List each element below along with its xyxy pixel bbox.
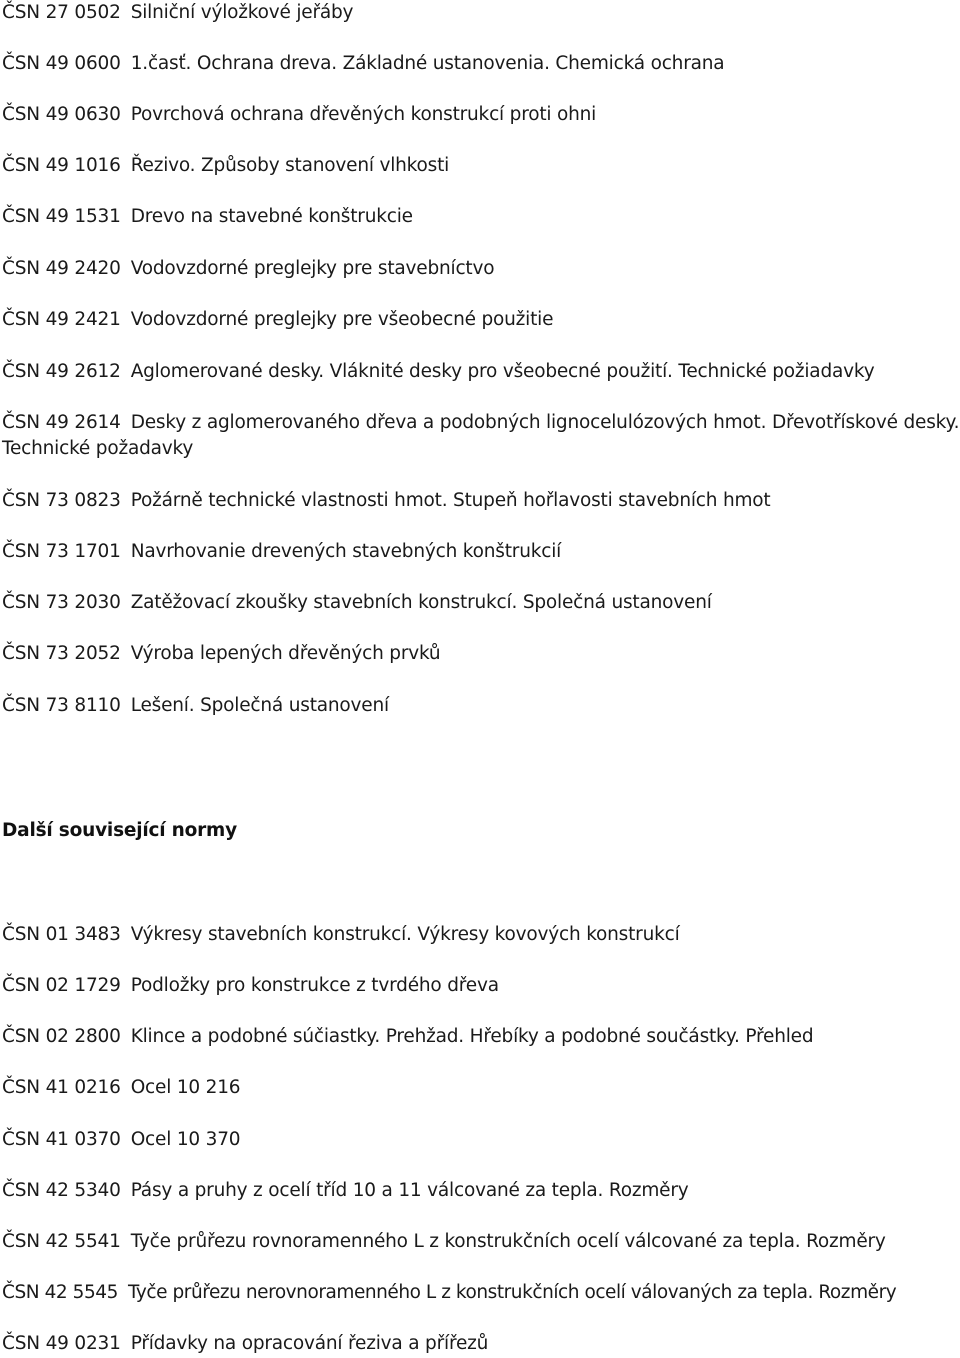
standard-code: ČSN 41 0216 — [2, 1077, 121, 1098]
standard-title: Ocel 10 370 — [130, 1129, 241, 1150]
standard-code: ČSN 49 1531 — [2, 206, 121, 227]
list-item — [2, 307, 960, 333]
standard-code: ČSN 73 8110 — [2, 695, 121, 716]
standard-code: ČSN 41 0370 — [2, 1129, 121, 1150]
standard-code: ČSN 49 0231 — [2, 1333, 121, 1354]
standard-code: ČSN 73 2030 — [2, 592, 121, 613]
list-item — [2, 1024, 960, 1050]
list-item — [2, 973, 960, 999]
standard-title: Navrhovanie drevených stavebných konštrukcií — [130, 541, 562, 562]
standard-code: ČSN 73 0823 — [2, 490, 121, 511]
standard-title: Klince a podobné súčiastky. Prehžad. Hřebíky a podobné součástky. Přehled — [130, 1026, 814, 1047]
list-item — [2, 410, 960, 462]
standard-code: ČSN 01 3483 — [2, 924, 121, 945]
list-item — [2, 204, 960, 230]
standard-title: Desky z aglomerovaného dřeva a podobných lignocelulózových hmot. Dřevotřískové desky. Technické požadavky — [2, 412, 960, 459]
standard-title: Ocel 10 216 — [130, 1077, 241, 1098]
standard-code: ČSN 73 2052 — [2, 643, 121, 664]
standard-title: Výroba lepených dřevěných prvků — [130, 643, 441, 664]
standard-code: ČSN 49 0630 — [2, 104, 121, 125]
list-item — [2, 51, 960, 77]
standard-title: 1.časť. Ochrana dreva. Základné ustanovenia. Chemická ochrana — [130, 53, 725, 74]
standard-title: Požárně technické vlastnosti hmot. Stupeň hořlavosti stavebních hmot — [130, 490, 771, 511]
standard-code: ČSN 27 0502 — [2, 2, 121, 23]
standard-title: Tyče průřezu rovnoramenného L z konstrukčních ocelí válcované za tepla. Rozměry — [130, 1231, 886, 1252]
standard-title: Aglomerované desky. Vláknité desky pro všeobecné použití. Technické požiadavky — [130, 361, 875, 382]
standard-code: ČSN 49 2420 — [2, 258, 121, 279]
standard-title: Zatěžovací zkoušky stavebních konstrukcí. Společná ustanovení — [130, 592, 712, 613]
standard-code: ČSN 49 2614 — [2, 412, 121, 433]
list-item — [2, 102, 960, 128]
list-item — [2, 1075, 960, 1101]
standard-title: Lešení. Společná ustanovení — [130, 695, 389, 716]
list-item — [2, 922, 960, 948]
list-item — [2, 1280, 960, 1306]
list-item — [2, 590, 960, 616]
standard-title: Přídavky na opracování řeziva a přířezů — [130, 1333, 489, 1354]
standard-code: ČSN 49 2421 — [2, 309, 121, 330]
standard-title: Drevo na stavebné konštrukcie — [130, 206, 413, 227]
standard-title: Povrchová ochrana dřevěných konstrukcí proti ohni — [130, 104, 597, 125]
list-item — [2, 256, 960, 282]
list-item — [2, 153, 960, 179]
list-item — [2, 359, 960, 385]
standard-title: Podložky pro konstrukce z tvrdého dřeva — [130, 975, 499, 996]
list-item — [2, 0, 960, 26]
standard-title: Řezivo. Způsoby stanovení vlhkosti — [130, 155, 450, 176]
standard-code: ČSN 02 1729 — [2, 975, 121, 996]
list-item — [2, 1178, 960, 1204]
list-item — [2, 488, 960, 514]
standard-title: Tyče průřezu nerovnoramenného L z konstrukčních ocelí válovaných za tepla. Rozměry — [127, 1282, 897, 1303]
standard-title: Vodovzdorné preglejky pre stavebníctvo — [130, 258, 495, 279]
standard-code: ČSN 49 2612 — [2, 361, 121, 382]
standard-title: Silniční výložkové jeřáby — [130, 2, 354, 23]
list-item — [2, 1229, 960, 1255]
list-item — [2, 1331, 960, 1357]
list-item — [2, 641, 960, 667]
list-item — [2, 1127, 960, 1153]
section-heading: Další související normy — [2, 820, 237, 841]
list-item — [2, 539, 960, 565]
standard-code: ČSN 49 1016 — [2, 155, 121, 176]
list-item — [2, 693, 960, 719]
standard-code: ČSN 42 5340 — [2, 1180, 121, 1201]
standard-code: ČSN 42 5541 — [2, 1231, 121, 1252]
standard-code: ČSN 73 1701 — [2, 541, 121, 562]
standard-title: Vodovzdorné preglejky pre všeobecné použitie — [130, 309, 554, 330]
standard-code: ČSN 49 0600 — [2, 53, 121, 74]
standard-title: Pásy a pruhy z ocelí tříd 10 a 11 válcované za tepla. Rozměry — [130, 1180, 689, 1201]
standard-title: Výkresy stavebních konstrukcí. Výkresy kovových konstrukcí — [130, 924, 680, 945]
standard-code: ČSN 42 5545 — [2, 1282, 118, 1303]
standard-code: ČSN 02 2800 — [2, 1026, 121, 1047]
